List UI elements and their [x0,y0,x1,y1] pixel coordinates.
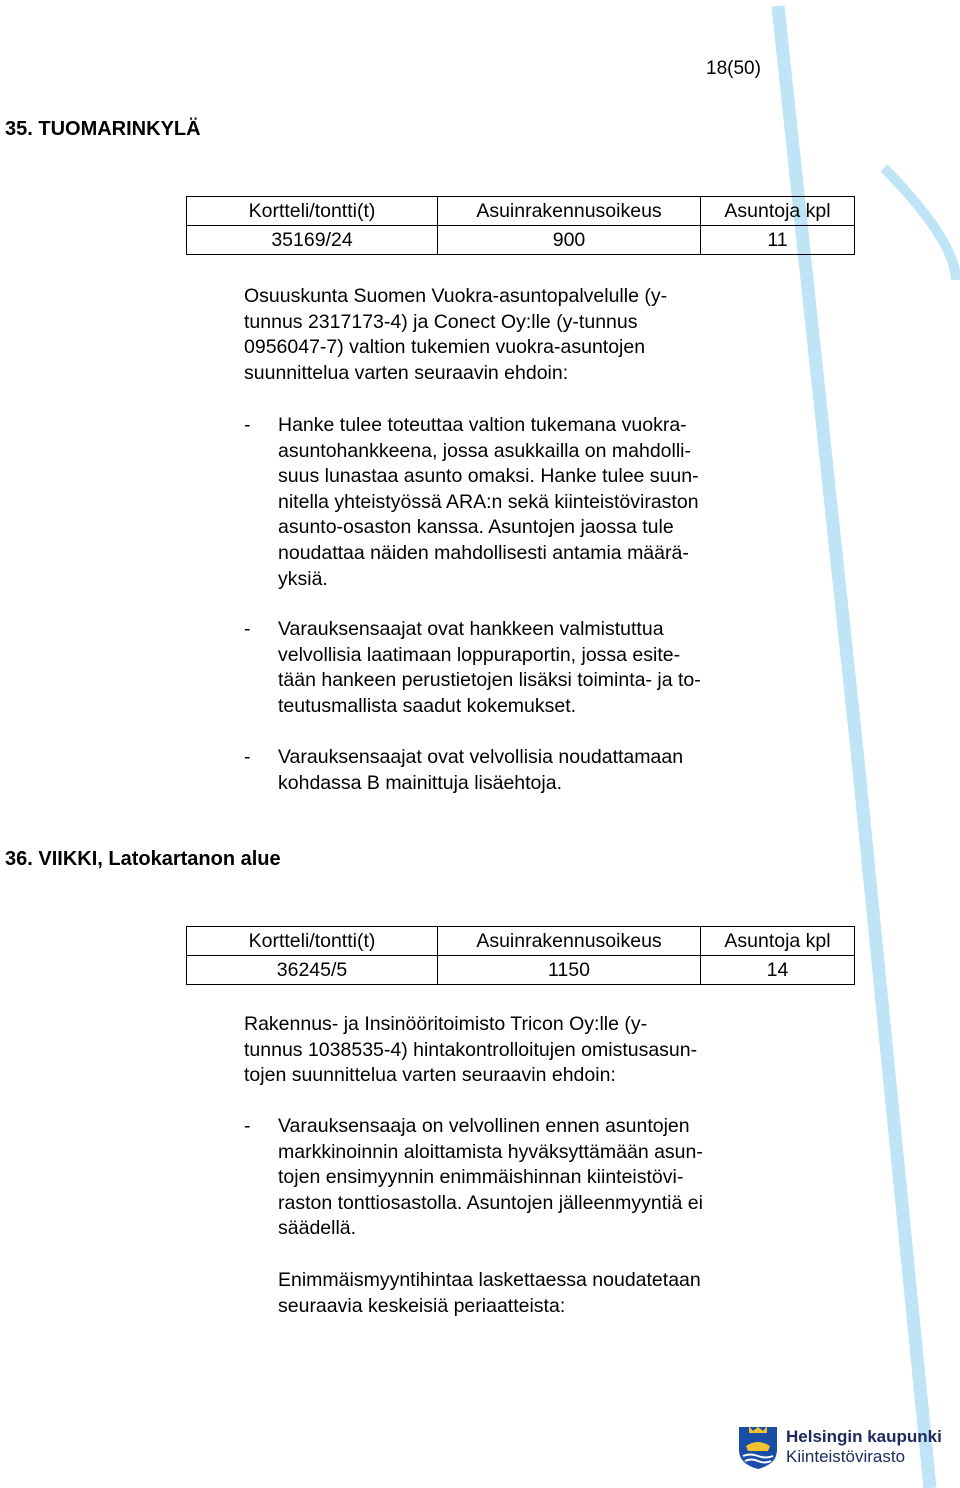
condition-item [244,413,784,592]
section-title-tuomarinkyla: 35. TUOMARINKYLÄ [5,118,201,140]
text-line: Varauksensaaja on velvollinen ennen asuntojen [278,1115,690,1137]
header-building-rights: Asuinrakennusoikeus [438,927,701,956]
bullet-dash: - [244,1115,251,1137]
table-row [187,956,855,985]
text-line: tojen suunnittelua varten seuraavin ehdoin: [244,1064,616,1087]
intro-paragraph-36 [244,1012,764,1089]
condition-text [278,1114,784,1242]
header-building-rights: Asuinrakennusoikeus [438,197,701,226]
section-title-viikki: 36. VIIKKI, Latokartanon alue [5,848,281,870]
text-line: säädellä. [278,1217,357,1240]
text-line: tojen ensimyynnin enimmäishinnan kiinteistövi- [278,1166,684,1189]
header-block-plot: Kortteli/tontti(t) [187,927,438,956]
logo-department: Kiinteistövirasto [786,1447,906,1466]
text-line: Osuuskunta Suomen Vuokra-asuntopalvelulle (y- [244,285,668,307]
condition-item [244,745,784,796]
text-line: tään hankeen perustietojen lisäksi toiminta- ja to- [278,669,701,692]
header-apartments: Asuntoja kpl [701,927,855,956]
condition-text [278,413,784,592]
text-line: raston tonttiosastolla. Asuntojen jälleenmyyntiä ei [278,1191,703,1214]
text-line: noudattaa näiden mahdollisesti antamia määrä- [278,541,689,564]
text-line: teutusmallista saadut kokemukset. [278,694,577,717]
text-line: Rakennus- ja Insinööritoimisto Tricon Oy:lle (y- [244,1013,648,1035]
decor-line-inner [884,168,956,280]
cell-block-plot: 35169/24 [187,226,438,255]
bullet-dash: - [244,746,251,768]
text-line: asuntohankkeena, jossa asukkailla on mahdolli- [278,439,692,462]
condition-text [278,745,784,796]
helsinki-logo [738,1424,948,1470]
header-apartments: Asuntoja kpl [701,197,855,226]
text-line: suunnittelua varten seuraavin ehdoin: [244,361,569,384]
bullet-dash: - [244,618,251,640]
table-header-row [187,197,855,226]
logo-city-name: Helsingin kaupunki [786,1427,942,1446]
header-block-plot: Kortteli/tontti(t) [187,197,438,226]
text-line: velvollisia laatimaan loppuraportin, jossa esite- [278,643,681,666]
page-number: 18(50) [706,58,761,79]
text-line: suus lunastaa asunto omaksi. Hanke tulee suun- [278,465,699,488]
text-line: nitella yhteistyössä ARA:n sekä kiinteistöviraston [278,490,699,513]
lot-table-35 [186,196,855,255]
helsinki-crest-icon [738,1424,778,1470]
cell-building-rights: 900 [438,226,701,255]
text-line: 0956047-7) valtion tukemien vuokra-asuntojen [244,336,646,359]
condition-item [244,1114,784,1242]
text-line: Varauksensaajat ovat hankkeen valmistuttua [278,618,664,640]
text-line: tunnus 1038535-4) hintakontrolloitujen omistusasun- [244,1038,698,1061]
table-row [187,226,855,255]
text-line: Enimmäismyyntihintaa laskettaessa noudatetaan [278,1269,701,1291]
text-line: tunnus 2317173-4) ja Conect Oy:lle (y-tunnus [244,310,638,333]
condition-item [244,617,784,719]
condition-text [278,617,784,719]
text-line: seuraavia keskeisiä periaatteista: [278,1294,566,1317]
text-line: Varauksensaajat ovat velvollisia noudattamaan [278,746,684,768]
text-line: markkinoinnin aloittamista hyväksyttämään asun- [278,1140,703,1163]
intro-paragraph-35 [244,284,764,386]
table-header-row [187,927,855,956]
cell-building-rights: 1150 [438,956,701,985]
text-line: Hanke tulee toteuttaa valtion tukemana vuokra- [278,414,687,436]
text-line: asunto-osaston kanssa. Asuntojen jaossa tule [278,516,674,539]
cell-apartments: 14 [701,956,855,985]
cell-apartments: 11 [701,226,855,255]
cell-block-plot: 36245/5 [187,956,438,985]
text-line: kohdassa B mainittuja lisäehtoja. [278,771,562,794]
closing-paragraph [278,1268,778,1319]
text-line: yksiä. [278,567,328,590]
bullet-dash: - [244,414,251,436]
lot-table-36 [186,926,855,985]
